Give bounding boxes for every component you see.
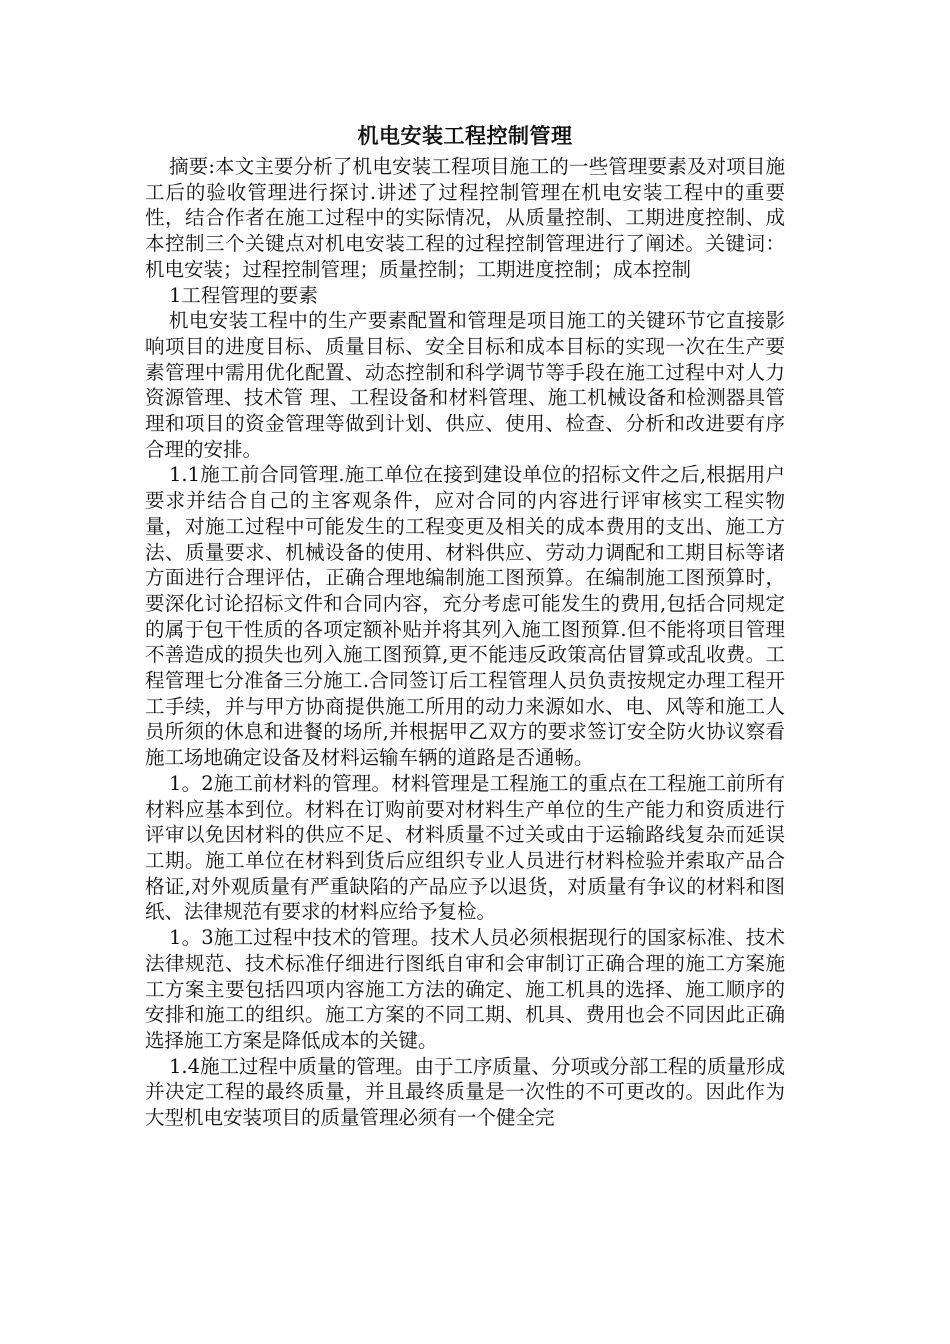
section-1-1-paragraph: 1.1施工前合同管理.施工单位在接到建设单位的招标文件之后,根据用户要求并结合自己的主客观条件，应对合同的内容进行评审核实工程实物量，对施工过程中可能发生的工程变更及相关的成本费用的支出、施工方法、质量要求、机械设备的使用、材料供应、劳动力调配和工期目标等诸方面进行合理评估，正确合理地编制施工图预算。在编制施工图预算时，要深化讨论招标文件和合同内容，充分考虑可能发生的费用,包括合同规定的属于包干性质的各项定额补贴并将其列入施工图预算.但不能将项目管理不善造成的损失也列入施工图预算,更不能违反政策高估冒算或乱收费。工程管理七分准备三分施工.合同签订后工程管理人员负责按规定办理工程开工手续，并与甲方协商提供施工所用的动力来源如水、电、风等和施工人员所须的休息和进餐的场所,并根据甲乙双方的要求签订安全防火协议察看施工场地确定设备及材料运输车辆的道路是否通畅。: [145, 463, 785, 770]
section-1-2-paragraph: 1。2施工前材料的管理。材料管理是工程施工的重点在工程施工前所有材料应基本到位。材料在订购前要对材料生产单位的生产能力和资质进行评审以免因材料的供应不足、材料质量不过关或由于运输路线复杂而延误工期。施工单位在材料到货后应组织专业人员进行材料检验并索取产品合格证,对外观质量有严重缺陷的产品应予以退货，对质量有争议的材料和图纸、法律规范有要求的材料应给予复检。: [145, 771, 785, 924]
section-intro-paragraph: 机电安装工程中的生产要素配置和管理是项目施工的关键环节它直接影响项目的进度目标、质量目标、安全目标和成本目标的实现一次在生产要素管理中需用优化配置、动态控制和科学调节等手段在施工过程中对人力资源管理、技术管 理、工程设备和材料管理、施工机械设备和检测器具管理和项目的资金管理等做到计划、供应、使用、检查、分析和改进要有序合理的安排。: [145, 309, 785, 461]
section-1-4-paragraph: 1.4施工过程中质量的管理。由于工序质量、分项或分部工程的质量形成并决定工程的最终质量，并且最终质量是一次性的不可更改的。因此作为大型机电安装项目的质量管理必须有一个健全完: [145, 1054, 786, 1130]
document-title: 机电安装工程控制管理: [357, 123, 573, 148]
section-heading: 1工程管理的要素: [169, 283, 318, 307]
abstract-paragraph: 摘要:本文主要分析了机电安装工程项目施工的一些管理要素及对项目施工后的验收管理进行探讨.讲述了过程控制管理在机电安装工程中的重要性，结合作者在施工过程中的实际情况，从质量控制、工期进度控制、成本控制三个关键点对机电安装工程的过程控制管理进行了阐述。关键词：机电安装；过程控制管理；质量控制；工期进度控制；成本控制: [145, 155, 785, 281]
section-1-3-paragraph: 1。3施工过程中技术的管理。技术人员必须根据现行的国家标准、技术法律规范、技术标准仔细进行图纸自审和会审制订正确合理的施工方案施工方案主要包括四项内容施工方法的确定、施工机具的选择、施工顺序的安排和施工的组织。施工方案的不同工期、机具、费用也会不同因此正确选择施工方案是降低成本的关键。: [145, 926, 785, 1052]
document-page: [145, 118, 785, 1131]
